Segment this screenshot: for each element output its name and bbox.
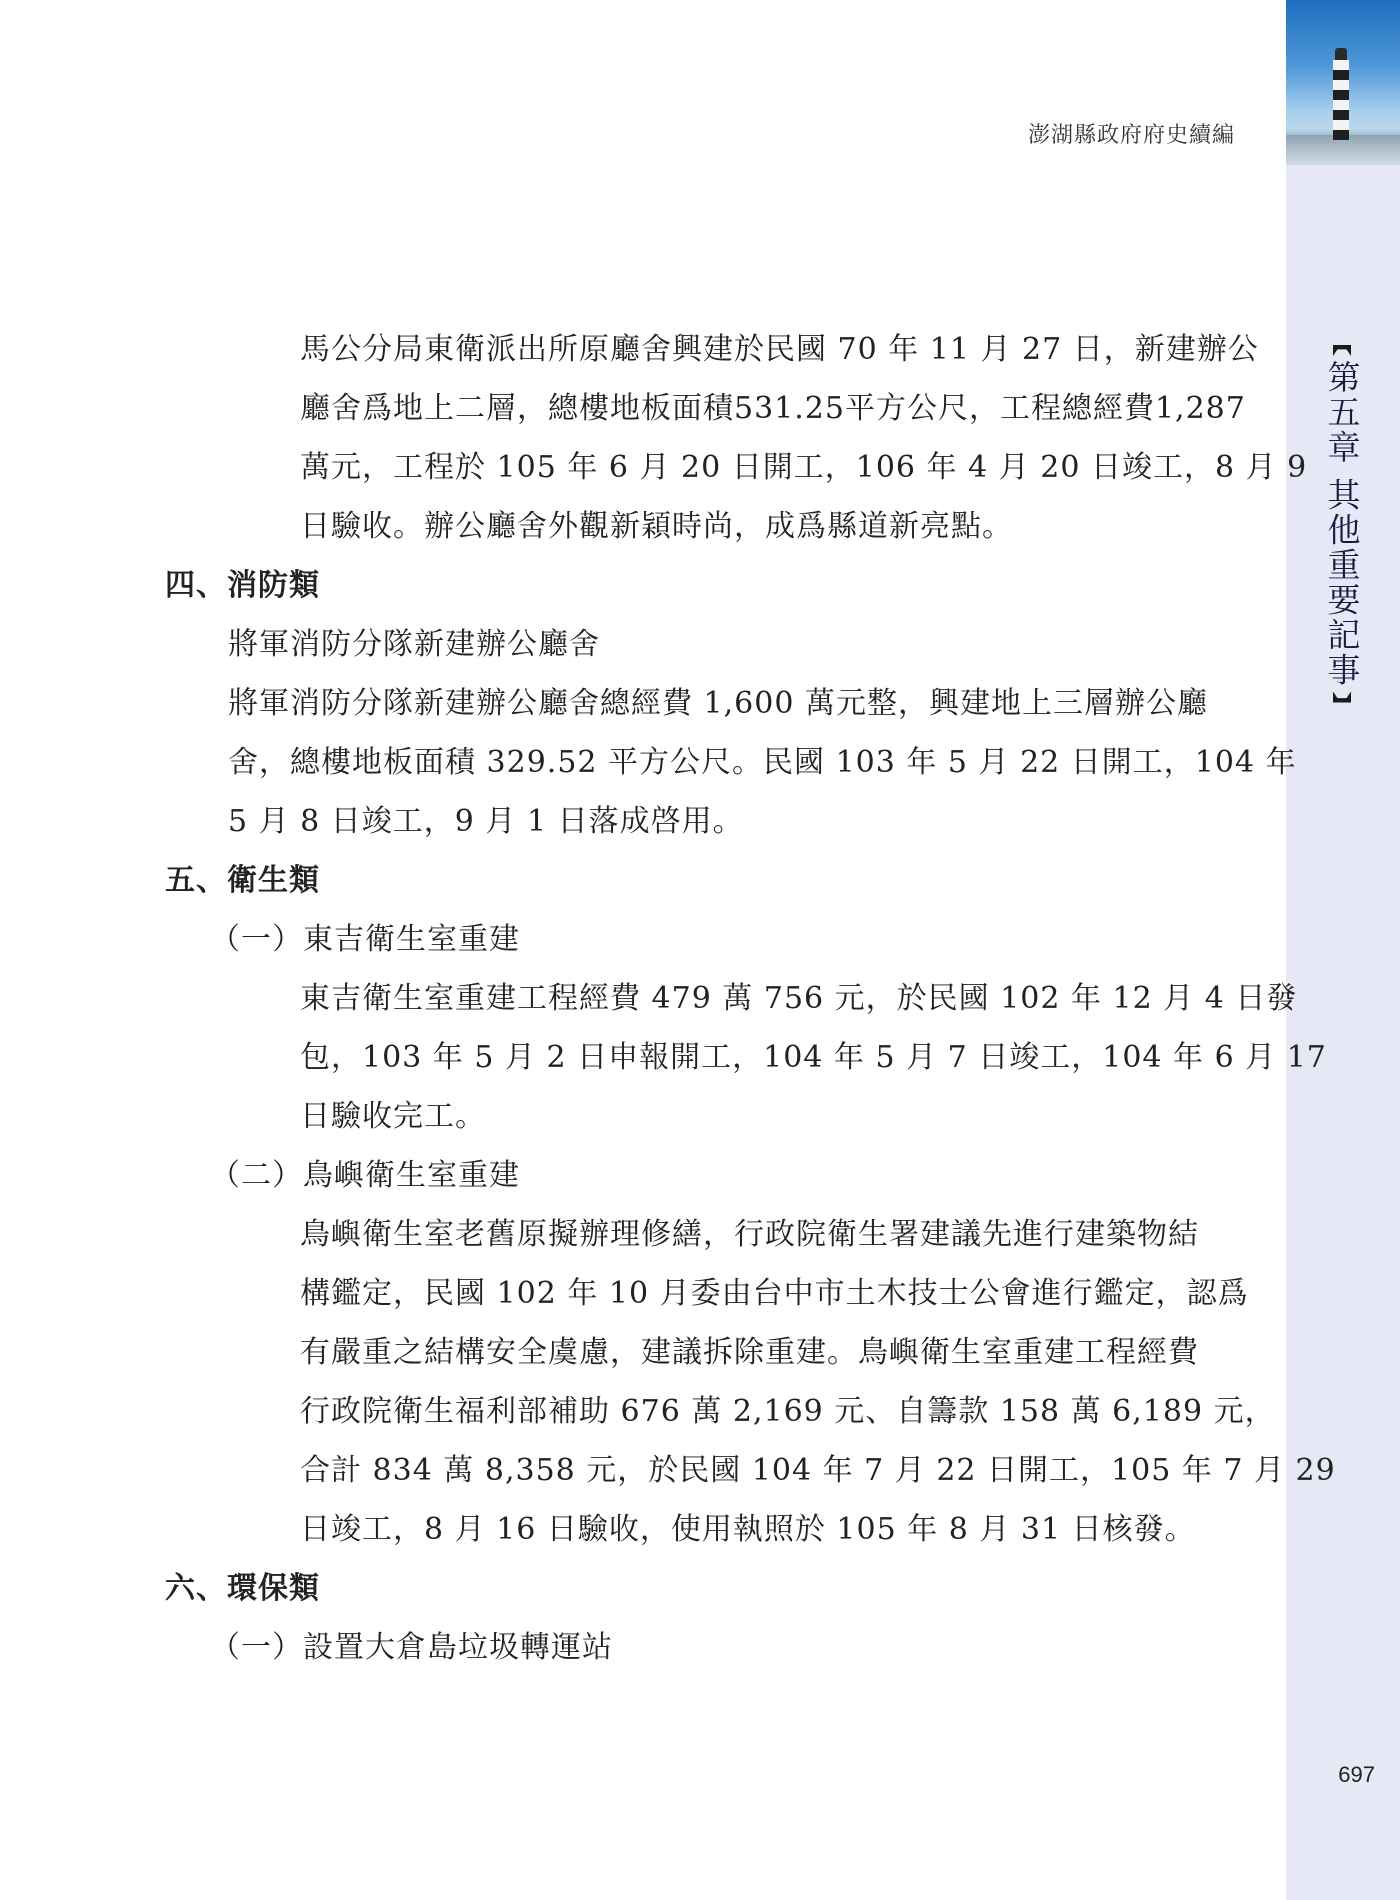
paragraph-line: 日驗收完工。 [300,1099,486,1134]
paragraph-line: 合計 834 萬 8,358 元，於民國 104 年 7 月 22 日開工，105 年 7 月 29 [300,1453,1336,1488]
subsection-title: （一）東吉衛生室重建 [210,922,520,957]
chapter-tab-label: 第五章 其他重要記事 [1322,360,1362,688]
paragraph-line: 行政院衛生福利部補助 676 萬 2,169 元、自籌款 158 萬 6,189 元， [300,1394,1276,1429]
paragraph-line: 日驗收。辦公廳舍外觀新穎時尚，成爲縣道新亮點。 [300,509,1013,544]
section-heading: 六、環保類 [165,1571,320,1606]
paragraph-line: 有嚴重之結構安全虞慮，建議拆除重建。鳥嶼衛生室重建工程經費 [300,1335,1199,1370]
paragraph-line: 廳舍爲地上二層，總樓地板面積531.25平方公尺，工程總經費1,287 [300,391,1246,426]
chapter-tab [1312,345,1372,703]
paragraph-line: 5 月 8 日竣工，9 月 1 日落成啓用。 [228,804,744,839]
paragraph-line: 馬公分局東衛派出所原廳舍興建於民國 70 年 11 月 27 日，新建辦公 [300,332,1259,367]
paragraph-line: 舍，總樓地板面積 329.52 平方公尺。民國 103 年 5 月 22 日開工，104 年 [228,745,1297,780]
paragraph-line: 鳥嶼衛生室老舊原擬辦理修繕，行政院衛生署建議先進行建築物結 [300,1217,1199,1252]
bracket-close-icon [1333,692,1351,703]
paragraph-line: 構鑑定，民國 102 年 10 月委由台中市土木技士公會進行鑑定，認爲 [300,1276,1249,1311]
subsection-title: 將軍消防分隊新建辦公廳舍 [228,627,600,662]
subsection-title: （二）鳥嶼衛生室重建 [210,1158,520,1193]
lighthouse-tower [1333,60,1349,140]
paragraph-line: 包，103 年 5 月 2 日申報開工，104 年 5 月 7 日竣工，104 年 6 月 17 [300,1040,1327,1075]
paragraph-line: 萬元，工程於 105 年 6 月 20 日開工，106 年 4 月 20 日竣工，8 月 9 [300,450,1308,485]
page-number: 697 [1338,1762,1375,1787]
section-heading: 四、消防類 [165,568,320,603]
paragraph-line: 東吉衛生室重建工程經費 479 萬 756 元，於民國 102 年 12 月 4 日發 [300,981,1298,1016]
lighthouse-photo-icon [1286,0,1400,165]
paragraph-line: 日竣工，8 月 16 日驗收，使用執照於 105 年 8 月 31 日核發。 [300,1512,1196,1547]
chapter-side-strip [1286,0,1400,1900]
running-header: 澎湖縣政府府史續編 [1027,123,1235,148]
subsection-title: （一）設置大倉島垃圾轉運站 [210,1630,613,1665]
section-heading: 五、衛生類 [165,863,320,898]
bracket-open-icon [1333,345,1351,356]
paragraph-line: 將軍消防分隊新建辦公廳舍總經費 1,600 萬元整，興建地上三層辦公廳 [228,686,1208,721]
